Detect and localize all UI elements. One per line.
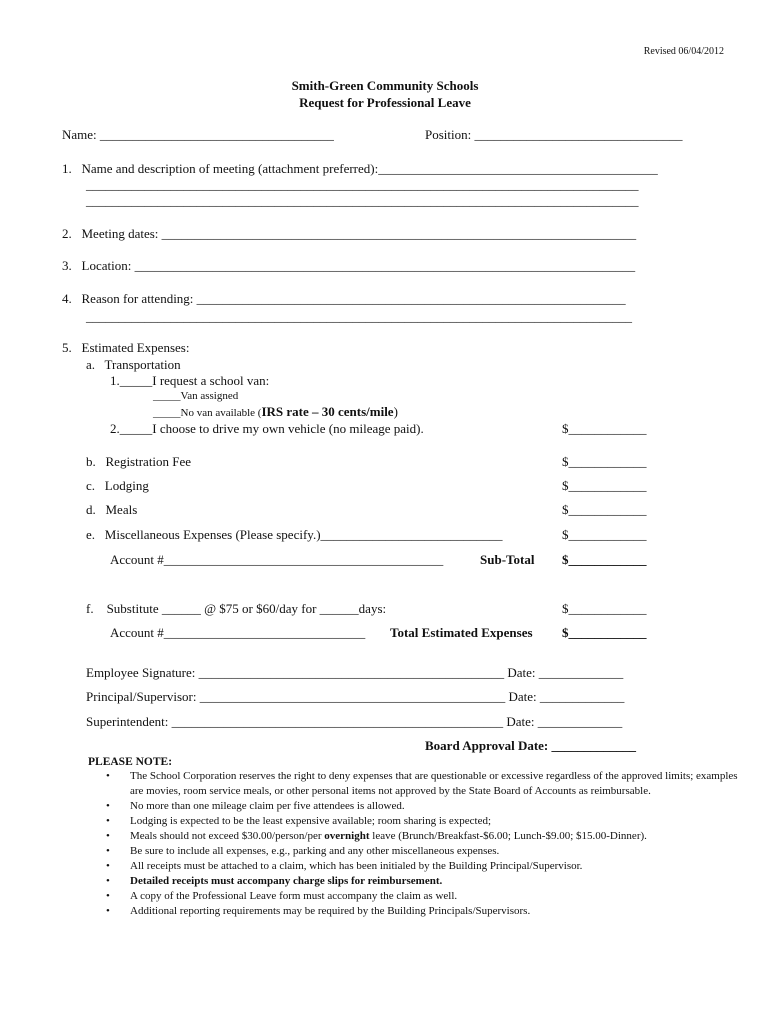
- note-item: [106, 904, 738, 919]
- total-expenses-amount[interactable]: $____________: [562, 625, 647, 640]
- transportation-label: a. Transportation: [86, 357, 181, 372]
- no-van-close: ): [393, 404, 398, 419]
- note-text: All receipts must be attached to a claim, which has been initialed by the Building Principal/Supervisor.: [130, 860, 583, 872]
- van-assigned-option[interactable]: _____Van assigned: [153, 390, 239, 402]
- note-text: A copy of the Professional Leave form must accompany the claim as well.: [130, 890, 458, 902]
- misc-expenses-field[interactable]: e. Miscellaneous Expenses (Please specify.)____________________________: [86, 527, 503, 542]
- own-vehicle-option[interactable]: 2._____I choose to drive my own vehicle (no mileage paid).: [110, 421, 424, 436]
- no-van-option[interactable]: [153, 404, 398, 420]
- bullet-icon: •: [106, 815, 110, 827]
- total-expenses-label: Total Estimated Expenses: [390, 625, 533, 640]
- note-item: [106, 844, 738, 859]
- bullet-icon: •: [106, 875, 110, 887]
- bullet-icon: •: [106, 800, 110, 812]
- please-note-section: [88, 756, 738, 919]
- reason-field[interactable]: 4. Reason for attending: __________________________________________________________________: [62, 291, 626, 306]
- registration-fee-label: b. Registration Fee: [86, 454, 192, 469]
- irs-rate-label: IRS rate – 30 cents/mile: [261, 404, 394, 419]
- please-note-heading: PLEASE NOTE:: [88, 756, 173, 768]
- name-field[interactable]: Name: ____________________________________: [62, 127, 334, 142]
- location-field[interactable]: 3. Location: _____________________________________________________________________________: [62, 258, 636, 273]
- meeting-description-line-3[interactable]: _____________________________________________________________________________________: [86, 193, 639, 208]
- subtotal-label: Sub-Total: [480, 552, 535, 567]
- note-text: No more than one mileage claim per five attendees is allowed.: [130, 800, 405, 812]
- substitute-account-field[interactable]: Account #_______________________________: [110, 625, 366, 640]
- note-emphasis: overnight: [324, 830, 370, 842]
- lodging-amount[interactable]: $____________: [562, 478, 647, 493]
- notes-list: [88, 769, 738, 919]
- registration-fee-amount[interactable]: $____________: [562, 454, 647, 469]
- note-item: [106, 814, 738, 829]
- board-approval-date-field[interactable]: Board Approval Date: _____________: [425, 738, 637, 753]
- note-item: [106, 889, 738, 904]
- misc-expenses-amount[interactable]: $____________: [562, 527, 647, 542]
- reason-line-2[interactable]: ____________________________________________________________________________________: [86, 309, 632, 324]
- note-text: The School Corporation reserves the right to deny expenses that are questionable or excessive regardless of the approved limits; examples are movies, room service meals, or other personal items not approved by the State Board of Accounts as reimbursable.: [130, 770, 738, 797]
- bullet-icon: •: [106, 860, 110, 872]
- school-van-option[interactable]: 1._____I request a school van:: [110, 373, 270, 388]
- employee-signature-field[interactable]: Employee Signature: _______________________________________________ Date: _____________: [86, 665, 624, 680]
- note-text: Detailed receipts must accompany charge slips for reimbursement.: [130, 875, 443, 887]
- no-van-label: _____No van available (: [153, 407, 262, 419]
- own-vehicle-amount[interactable]: $____________: [562, 421, 647, 436]
- bullet-icon: •: [106, 770, 110, 782]
- meeting-description-line-2[interactable]: _____________________________________________________________________________________: [86, 177, 639, 192]
- note-item: [106, 859, 738, 874]
- note-text: Meals should not exceed $30.00/person/per: [130, 830, 325, 842]
- subtotal-amount[interactable]: $____________: [562, 552, 647, 567]
- revision-date: Revised 06/04/2012: [643, 46, 724, 57]
- note-item: [106, 829, 738, 844]
- form-title: Request for Professional Leave: [299, 95, 471, 110]
- note-text: Lodging is expected to be the least expensive available; room sharing is expected;: [130, 815, 492, 827]
- meeting-dates-field[interactable]: 2. Meeting dates: _________________________________________________________________________: [62, 226, 637, 241]
- substitute-amount[interactable]: $____________: [562, 601, 647, 616]
- note-text: leave (Brunch/Breakfast-$6.00; Lunch-$9.00; $15.00-Dinner).: [369, 830, 647, 842]
- note-text: Additional reporting requirements may be required by the Building Principals/Supervisors.: [130, 905, 531, 917]
- bullet-icon: •: [106, 890, 110, 902]
- note-item: [106, 799, 738, 814]
- substitute-field[interactable]: f. Substitute ______ @ $75 or $60/day for ______days:: [86, 601, 387, 616]
- meals-label: d. Meals: [86, 502, 138, 517]
- meals-amount[interactable]: $____________: [562, 502, 647, 517]
- note-item: [106, 769, 738, 799]
- account-number-field[interactable]: Account #___________________________________________: [110, 552, 444, 567]
- position-field[interactable]: Position: ________________________________: [425, 127, 683, 142]
- note-item: [106, 874, 738, 889]
- meeting-description-field[interactable]: 1. Name and description of meeting (attachment preferred):___________________________________________: [62, 161, 658, 176]
- estimated-expenses-heading: 5. Estimated Expenses:: [62, 340, 190, 355]
- bullet-icon: •: [106, 830, 110, 842]
- school-name: Smith-Green Community Schools: [291, 78, 479, 93]
- bullet-icon: •: [106, 905, 110, 917]
- note-text: Be sure to include all expenses, e.g., parking and any other miscellaneous expenses.: [130, 845, 500, 857]
- principal-signature-field[interactable]: Principal/Supervisor: _______________________________________________ Date: _____________: [86, 689, 625, 704]
- bullet-icon: •: [106, 845, 110, 857]
- lodging-label: c. Lodging: [86, 478, 149, 493]
- superintendent-signature-field[interactable]: Superintendent: ___________________________________________________ Date: _____________: [86, 714, 623, 729]
